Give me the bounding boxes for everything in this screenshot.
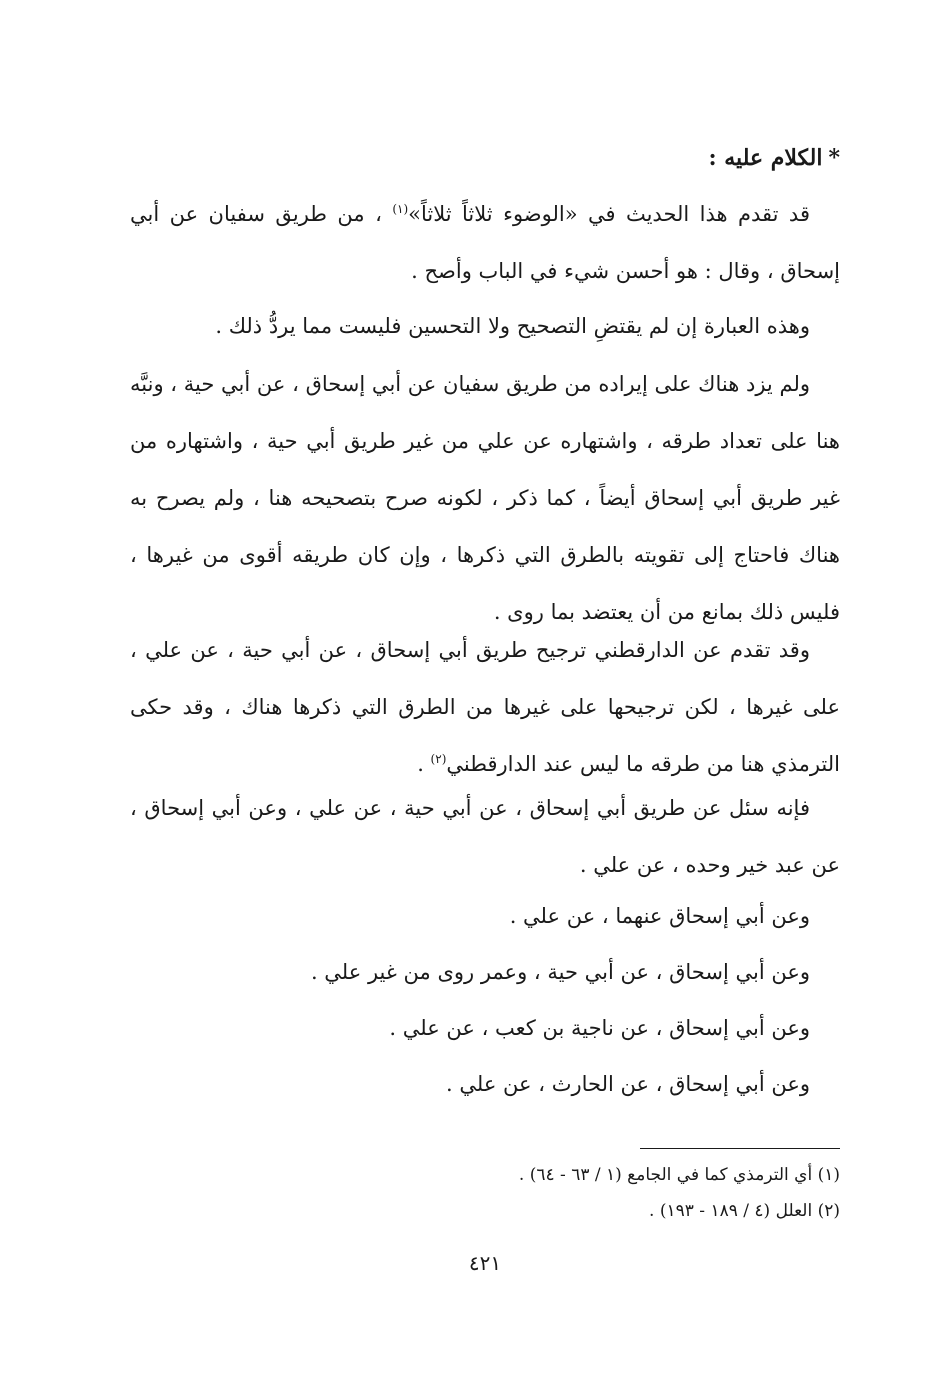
paragraph-1: قد تقدم هذا الحديث في «الوضوء ثلاثاً ثلاثاً»$^{(١)}$ ، من طريق سفيان عن أبي إسحاق ، وقال : هو أحسن شيء في الباب وأصح . bbox=[130, 202, 840, 283]
footnote-ref-2: (٢) bbox=[430, 752, 447, 766]
asterisk-icon: * bbox=[828, 145, 840, 171]
footnote-1: (١) أي الترمذي كما في الجامع (١ / ٦٣ - ٦٤) . bbox=[518, 1165, 840, 1185]
paragraph-2: وهذه العبارة إن لم يقتضِ التصحيح ولا التحسين فليست مما يردُّ ذلك . bbox=[215, 314, 810, 338]
chain-line: وعن أبي إسحاق ، عن الحارث ، عن علي . bbox=[446, 1072, 810, 1096]
footnote-2: (٢) العلل (٤ / ١٨٩ - ١٩٣) . bbox=[649, 1201, 840, 1221]
paragraph-5: فإنه سئل عن طريق أبي إسحاق ، عن أبي حية ، عن علي ، وعن أبي إسحاق ، عن عبد خير وحده ، عن علي . bbox=[130, 796, 840, 877]
page-number: ٤٢١ bbox=[468, 1251, 502, 1275]
book-page bbox=[130, 130, 840, 1290]
chain-line: وعن أبي إسحاق ، عن أبي حية ، وعمر روى من غير علي . bbox=[310, 960, 810, 984]
section-heading-text: الكلام عليه : bbox=[708, 145, 823, 171]
section-heading bbox=[708, 138, 840, 178]
footnote-ref-1: (١) bbox=[392, 202, 409, 216]
chain-line: وعن أبي إسحاق ، عن ناجية بن كعب ، عن علي . bbox=[389, 1016, 810, 1040]
paragraph-3: ولم يزد هناك على إيراده من طريق سفيان عن أبي إسحاق ، عن أبي حية ، ونبَّه هنا على تعداد طرقه ، واشتهاره عن علي من غير طريق أبي حية ، واشتهاره من غير طريق أبي إسحاق أيضاً ، كما ذكر ، لكونه صرح بتصحيحه هنا ، ولم يصرح به هناك فاحتاج إلى تقويته بالطرق التي ذكرها ، وإن كان طريقه أقوى من غيرها ، فليس ذلك بمانع من أن يعتضد بما روى . bbox=[130, 372, 840, 624]
chain-line: وعن أبي إسحاق عنهما ، عن علي . bbox=[509, 904, 810, 928]
footnote-divider bbox=[640, 1148, 840, 1149]
paragraph-4: وقد تقدم عن الدارقطني ترجيح طريق أبي إسحاق ، عن أبي حية ، عن علي ، على غيرها ، لكن ترجيحها على غيرها من الطرق التي ذكرها هناك ، وقد حكى الترمذي هنا من طرقه ما ليس عند الدارقطني$^{(٢)}$ . bbox=[130, 638, 841, 776]
